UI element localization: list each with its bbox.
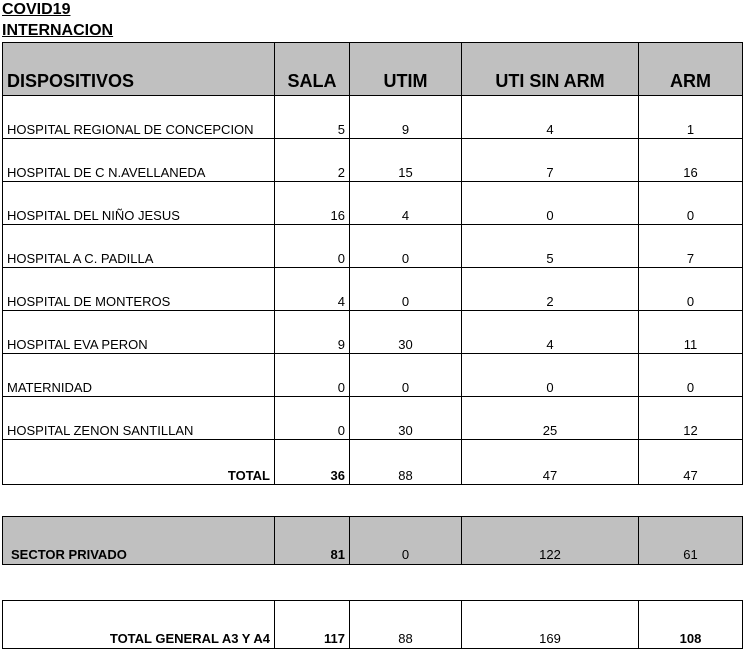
total-row — [3, 440, 743, 485]
uti-sin-arm-value: 2 — [462, 268, 639, 311]
dispositivo-name: MATERNIDAD — [3, 354, 275, 397]
title-internacion: INTERNACION — [2, 22, 114, 39]
header-sala: SALA — [275, 43, 350, 96]
utim-value: 30 — [350, 397, 462, 440]
total-general-sala: 117 — [275, 601, 350, 649]
total-general-row — [3, 601, 743, 649]
sala-value: 2 — [275, 139, 350, 182]
arm-value: 12 — [639, 397, 743, 440]
internacion-table — [2, 42, 743, 485]
header-uti-sin-arm: UTI SIN ARM — [462, 43, 639, 96]
uti-sin-arm-value: 4 — [462, 96, 639, 139]
sector-privado-table — [2, 516, 743, 565]
utim-value: 0 — [350, 225, 462, 268]
dispositivo-name: HOSPITAL REGIONAL DE CONCEPCION — [3, 96, 275, 139]
sala-value: 4 — [275, 268, 350, 311]
arm-value: 16 — [639, 139, 743, 182]
table-row — [3, 354, 743, 397]
total-general-arm: 108 — [639, 601, 743, 649]
table-row — [3, 397, 743, 440]
total-general-utim: 88 — [350, 601, 462, 649]
sector-privado-label: SECTOR PRIVADO — [3, 517, 275, 565]
arm-value: 0 — [639, 182, 743, 225]
sala-value: 9 — [275, 311, 350, 354]
uti-sin-arm-value: 0 — [462, 182, 639, 225]
table-row — [3, 225, 743, 268]
sector-privado-utim: 0 — [350, 517, 462, 565]
utim-value: 9 — [350, 96, 462, 139]
uti-sin-arm-value: 5 — [462, 225, 639, 268]
arm-value: 1 — [639, 96, 743, 139]
dispositivo-name: HOSPITAL EVA PERON — [3, 311, 275, 354]
dispositivo-name: HOSPITAL A C. PADILLA — [3, 225, 275, 268]
total-general-label: TOTAL GENERAL A3 Y A4 — [3, 601, 275, 649]
utim-value: 30 — [350, 311, 462, 354]
header-arm: ARM — [639, 43, 743, 96]
arm-value: 11 — [639, 311, 743, 354]
total-arm: 47 — [639, 440, 743, 485]
table-row — [3, 139, 743, 182]
table-row — [3, 311, 743, 354]
arm-value: 7 — [639, 225, 743, 268]
title-covid19: COVID19 — [2, 1, 71, 18]
header-row — [3, 43, 743, 96]
sala-value: 0 — [275, 397, 350, 440]
total-uti-sin-arm: 47 — [462, 440, 639, 485]
sector-privado-sala: 81 — [275, 517, 350, 565]
total-sala: 36 — [275, 440, 350, 485]
utim-value: 15 — [350, 139, 462, 182]
arm-value: 0 — [639, 268, 743, 311]
utim-value: 0 — [350, 354, 462, 397]
sala-value: 5 — [275, 96, 350, 139]
uti-sin-arm-value: 25 — [462, 397, 639, 440]
sala-value: 0 — [275, 354, 350, 397]
uti-sin-arm-value: 7 — [462, 139, 639, 182]
total-label: TOTAL — [3, 440, 275, 485]
table-row — [3, 268, 743, 311]
total-general-uti-sin-arm: 169 — [462, 601, 639, 649]
sector-privado-uti-sin-arm: 122 — [462, 517, 639, 565]
arm-value: 0 — [639, 354, 743, 397]
uti-sin-arm-value: 0 — [462, 354, 639, 397]
dispositivo-name: HOSPITAL DE C N.AVELLANEDA — [3, 139, 275, 182]
sala-value: 16 — [275, 182, 350, 225]
dispositivo-name: HOSPITAL DE MONTEROS — [3, 268, 275, 311]
total-utim: 88 — [350, 440, 462, 485]
dispositivo-name: HOSPITAL DEL NIÑO JESUS — [3, 182, 275, 225]
sector-privado-row — [3, 517, 743, 565]
total-general-table — [2, 600, 743, 649]
uti-sin-arm-value: 4 — [462, 311, 639, 354]
header-dispositivos: DISPOSITIVOS — [3, 43, 275, 96]
header-utim: UTIM — [350, 43, 462, 96]
utim-value: 0 — [350, 268, 462, 311]
table-row — [3, 96, 743, 139]
utim-value: 4 — [350, 182, 462, 225]
dispositivo-name: HOSPITAL ZENON SANTILLAN — [3, 397, 275, 440]
table-row — [3, 182, 743, 225]
sala-value: 0 — [275, 225, 350, 268]
sector-privado-arm: 61 — [639, 517, 743, 565]
